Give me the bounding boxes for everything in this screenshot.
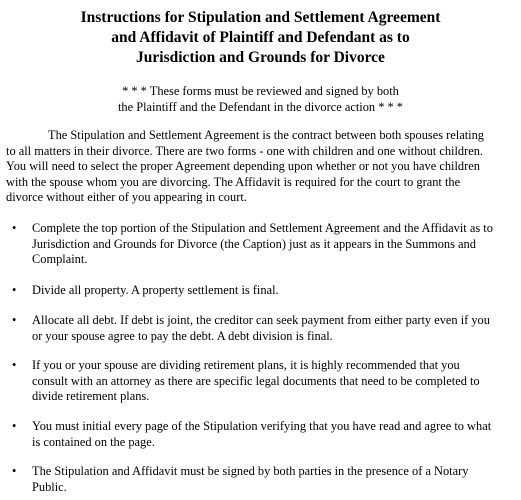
list-item-line: Complete the top portion of the Stipulation and Settlement Agreement and the Affidavit as to — [32, 221, 493, 235]
bullet-icon: • — [12, 221, 17, 235]
intro-line: to all matters in their divorce. There are two forms - one with children and one without children. — [6, 143, 484, 158]
list-item-line: You must initial every page of the Stipulation verifying that you have read and agree to what — [32, 419, 492, 433]
list-item-line: The Stipulation and Affidavit must be signed by both parties in the presence of a Notary — [32, 464, 469, 478]
list-item-text — [32, 464, 518, 495]
list-item-line: Complaint. — [32, 252, 88, 267]
list-item-text — [32, 313, 518, 344]
list-item-line: Allocate all debt. If debt is joint, the creditor can seek payment from either party even if you — [32, 313, 490, 327]
list-item-line: Jurisdiction and Grounds for Divorce (the Caption) just as it appears in the Summons and — [32, 236, 476, 251]
title-line: Jurisdiction and Grounds for Divorce — [136, 49, 385, 66]
bullet-icon: • — [12, 464, 17, 478]
list-item-line: or your spouse agree to pay the debt. A debt division is final. — [32, 328, 333, 343]
list-item-line: If you or your spouse are dividing retirement plans, it is highly recommended that you — [32, 358, 460, 372]
signature-notice — [0, 84, 521, 115]
list-item-line: divide retirement plans. — [32, 389, 150, 404]
list-item-text — [32, 283, 518, 299]
intro-line: You will need to select the proper Agreement depending upon whether or not you have children — [6, 159, 480, 174]
bullet-icon: • — [12, 283, 17, 297]
bullet-icon: • — [12, 358, 17, 372]
title-line: and Affidavit of Plaintiff and Defendant as to — [111, 29, 410, 46]
document-title — [0, 8, 521, 68]
notice-line: * * * These forms must be reviewed and signed by both — [122, 84, 399, 98]
list-item-text — [32, 221, 518, 268]
list-item-line: Divide all property. A property settlement is final. — [32, 283, 279, 297]
list-item-line: is contained on the page. — [32, 434, 155, 449]
title-line: Instructions for Stipulation and Settlement Agreement — [80, 9, 441, 26]
intro-line: divorce without either of you appearing in court. — [6, 190, 247, 205]
intro-line: with the spouse whom you are divorcing. The Affidavit is required for the court to grant the — [6, 174, 461, 189]
notice-line: the Plaintiff and the Defendant in the divorce action * * * — [117, 99, 403, 114]
list-item-line: consult with an attorney as there are specific legal documents that need to be completed to — [32, 373, 480, 388]
list-item-text — [32, 358, 518, 405]
bullet-icon: • — [12, 419, 17, 433]
intro-line: The Stipulation and Settlement Agreement is the contract between both spouses relating — [48, 128, 484, 142]
intro-paragraph — [6, 128, 518, 206]
bullet-icon: • — [12, 313, 17, 327]
list-item-text — [32, 419, 518, 450]
list-item-line: Public. — [32, 479, 67, 494]
